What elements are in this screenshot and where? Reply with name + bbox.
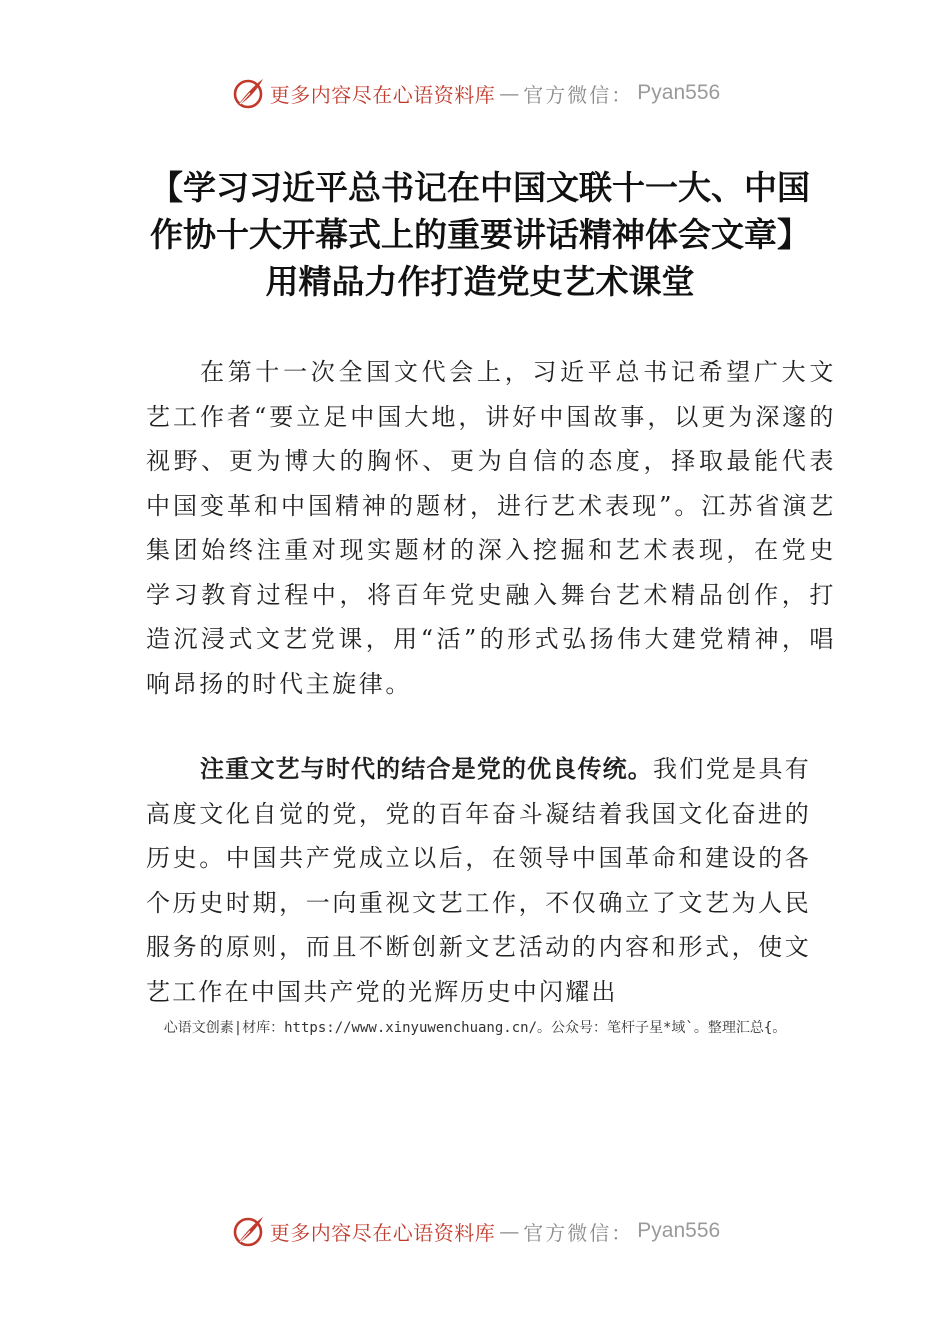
paragraph-2-lead: 注重文艺与时代的结合是党的优良传统。 [200,755,653,783]
article-paragraph-2 [146,747,811,1014]
quill-pen-circle-icon [230,1213,266,1249]
source-note: 心语文创素|材库：https://www.xinyuwenchuang.cn/。公众号：笔杆子星*域`。整理汇总{。 [163,1020,787,1036]
header-banner [0,73,950,113]
quill-pen-circle-icon [230,75,266,111]
paragraph-2-body: 我们党是具有高度文化自觉的党，党的百年奋斗凝结着我国文化奋进的历史。中国共产党成立以后，在领导中国革命和建设的各个历史时期，一向重视文艺工作，不仅确立了文艺为人民服务的原则，而且不断创新文艺活动的内容和形式，使文艺工作在中国共产党的光辉历史中闪耀出 [146,755,812,1006]
banner-wechat-label: 官方微信： [523,82,634,107]
banner-wechat-id: Pyan556 [637,81,721,104]
banner-wechat-label: 官方微信： [523,1220,634,1245]
banner-separator: — [499,1219,520,1243]
article-paragraph-1: 在第十一次全国文代会上，习近平总书记希望广大文艺工作者“要立足中国大地，讲好中国故事，以更为深邃的视野、更为博大的胸怀、更为自信的态度，择取最能代表中国变革和中国精神的题材，进行艺术表现”。江苏省演艺集团始终注重对现实题材的深入挖掘和艺术表现，在党史学习教育过程中，将百年党史融入舞台艺术精品创作，打造沉浸式文艺党课，用“活”的形式弘扬伟大建党精神，唱响昂扬的时代主旋律。 [146,358,836,698]
article-title: 【学习习近平总书记在中国文联十一大、中国作协十大开幕式上的重要讲话精神体会文章】用精品力作打造党史艺术课堂 [150,168,810,301]
footer-banner [0,1211,950,1251]
banner-wechat-id: Pyan556 [637,1219,721,1242]
banner-text: 更多内容尽在心语资料库 [269,1220,496,1245]
banner-separator: — [499,81,520,105]
banner-text: 更多内容尽在心语资料库 [269,82,496,107]
